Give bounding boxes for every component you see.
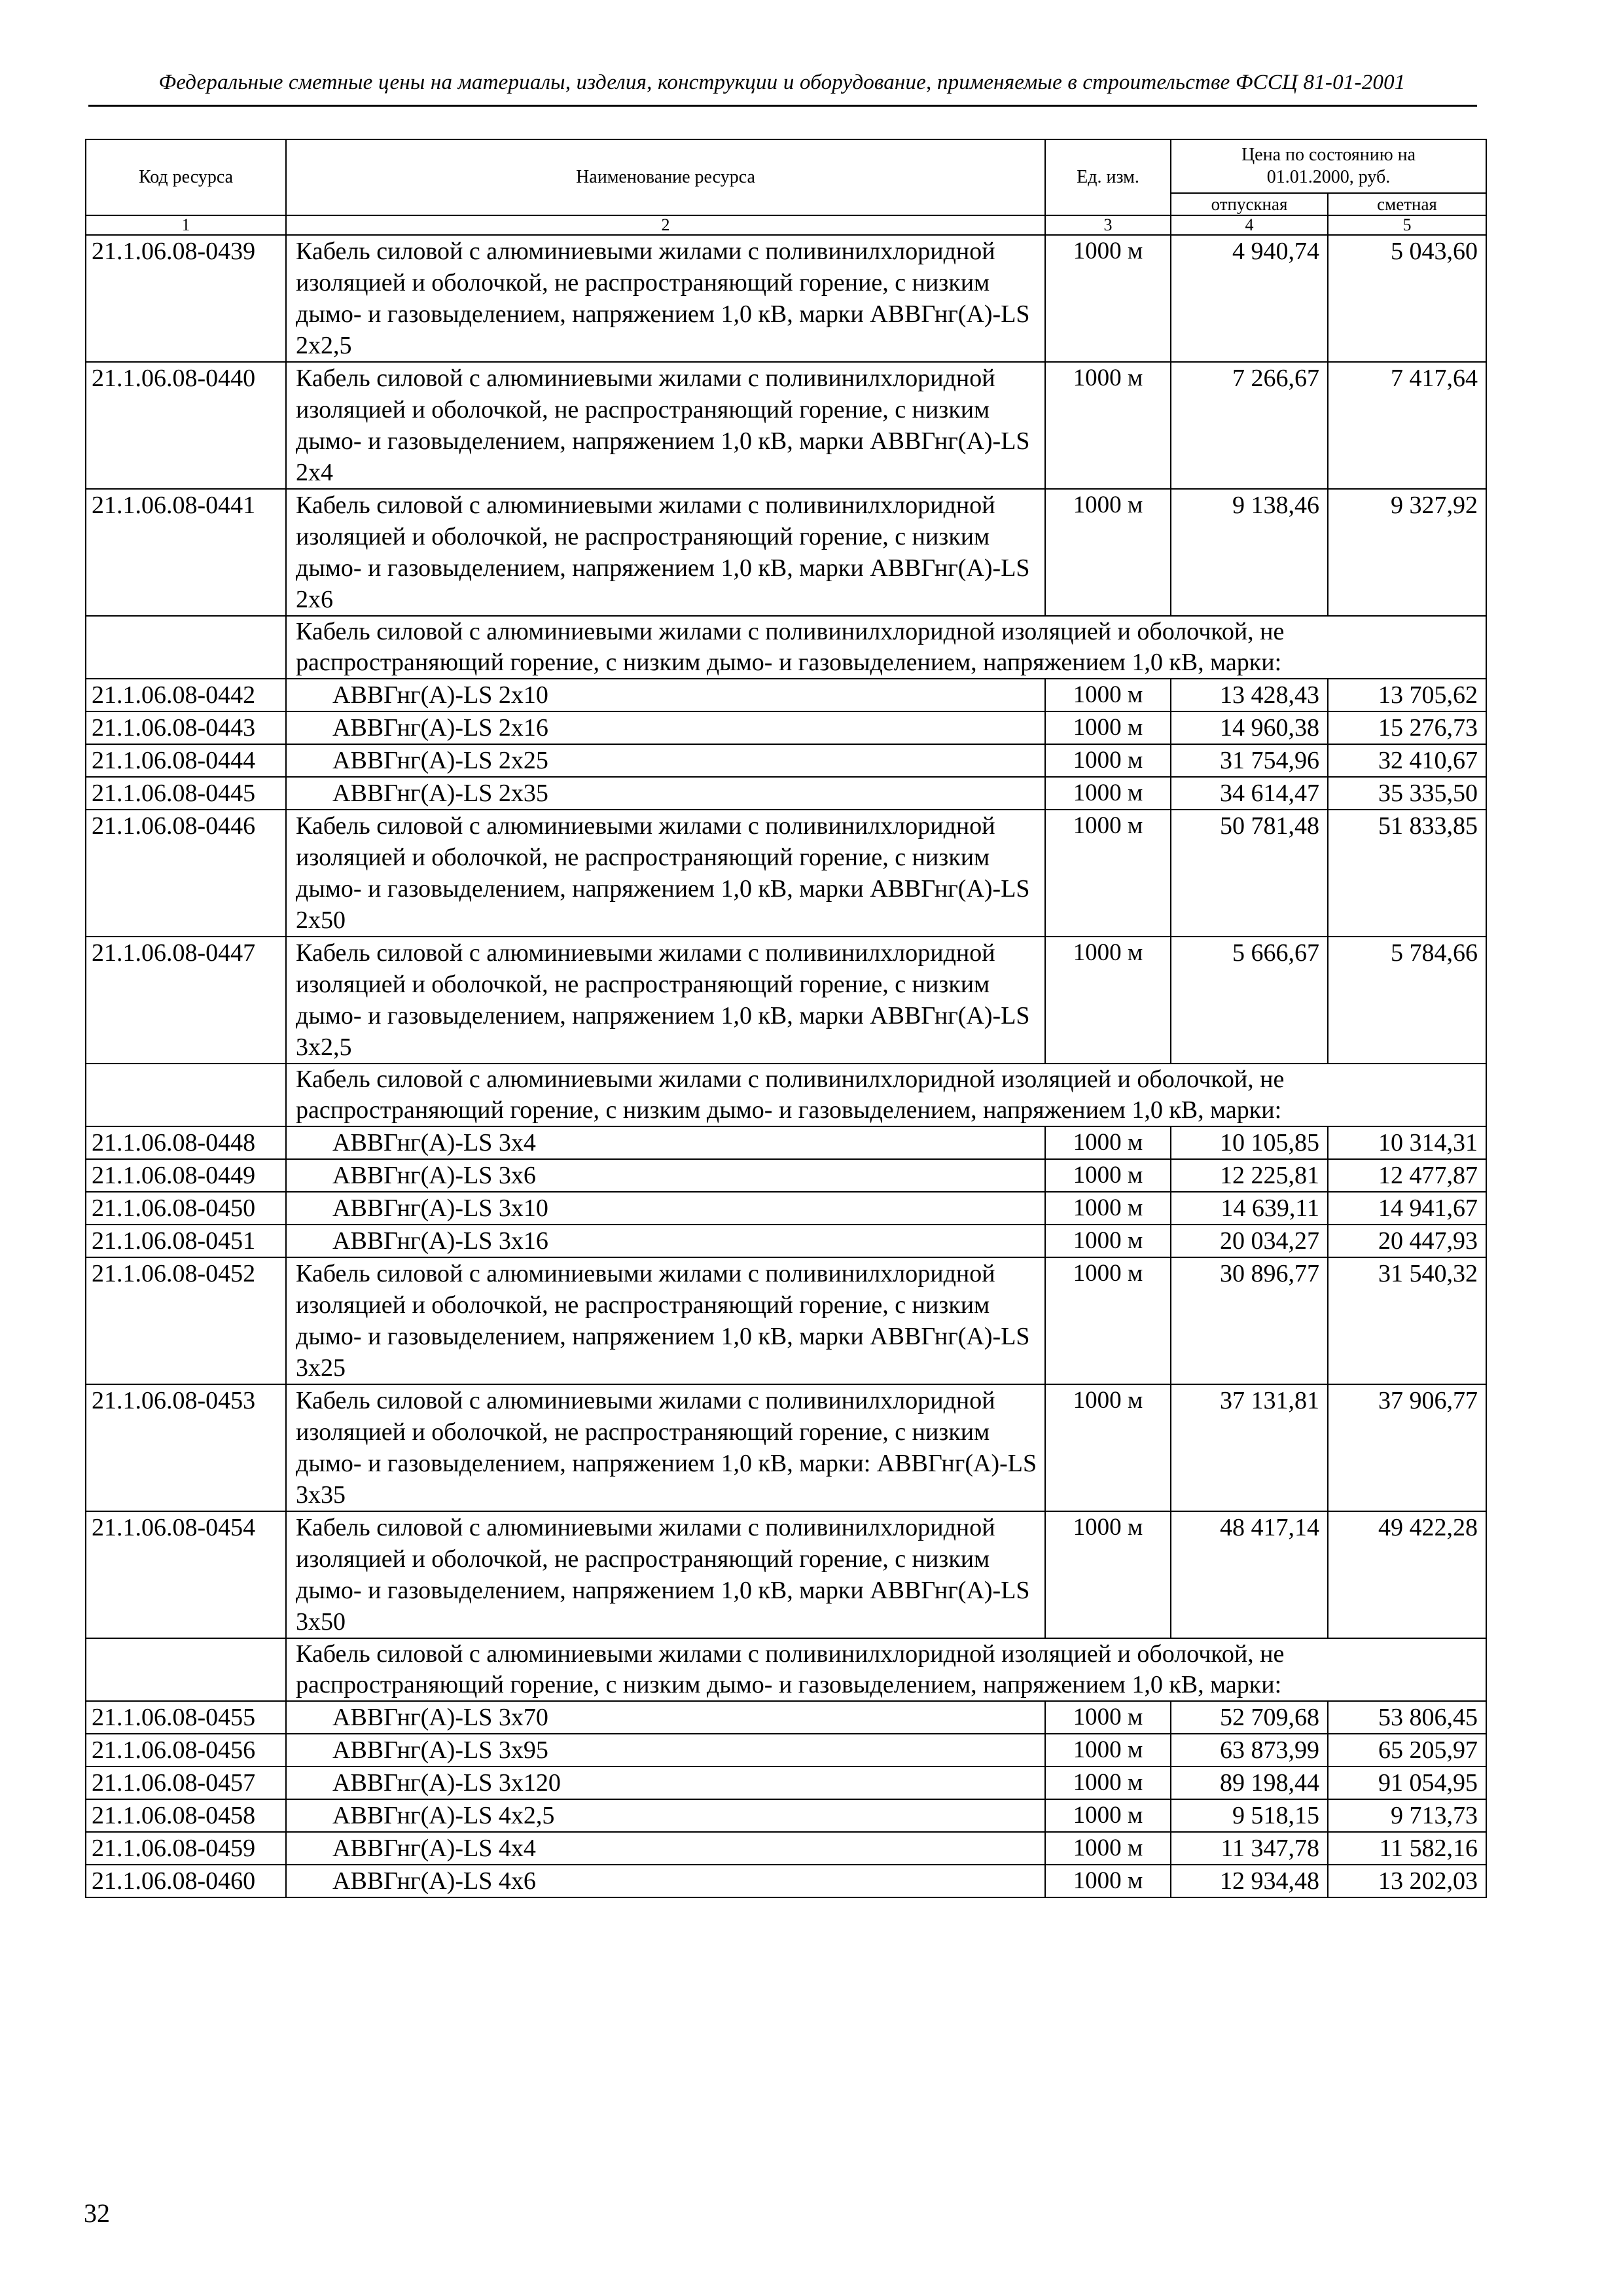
estimate-price: 37 906,77 <box>1328 1384 1486 1511</box>
resource-name: Кабель силовой с алюминиевыми жилами с поливинилхлоридной изоляцией и оболочкой, не распространяющий горение, с низким дымо- и газовыделением, напряжением 1,0 кВ, марки АВВГнг(А)-LS 2х6 <box>286 489 1045 616</box>
estimate-price: 12 477,87 <box>1328 1159 1486 1192</box>
estimate-price: 9 713,73 <box>1328 1799 1486 1832</box>
unit-of-measure: 1000 м <box>1045 1126 1171 1159</box>
resource-code: 21.1.06.08-0448 <box>86 1126 286 1159</box>
estimate-price: 20 447,93 <box>1328 1225 1486 1257</box>
table-row <box>86 235 1486 362</box>
resource-name: Кабель силовой с алюминиевыми жилами с поливинилхлоридной изоляцией и оболочкой, не распространяющий горение, с низким дымо- и газовыделением, напряжением 1,0 кВ, марки АВВГнг(А)-LS 3х2,5 <box>286 937 1045 1064</box>
unit-of-measure: 1000 м <box>1045 489 1171 616</box>
estimate-price: 11 582,16 <box>1328 1832 1486 1865</box>
resource-code: 21.1.06.08-0456 <box>86 1734 286 1767</box>
table-row <box>86 489 1486 616</box>
release-price: 14 639,11 <box>1171 1192 1328 1225</box>
unit-of-measure: 1000 м <box>1045 1257 1171 1384</box>
estimate-price: 9 327,92 <box>1328 489 1486 616</box>
resource-code: 21.1.06.08-0449 <box>86 1159 286 1192</box>
table-body <box>86 235 1486 1897</box>
resource-code: 21.1.06.08-0460 <box>86 1865 286 1897</box>
resource-name: АВВГнг(А)-LS 2х16 <box>286 711 1045 744</box>
resource-name: АВВГнг(А)-LS 4х4 <box>286 1832 1045 1865</box>
table-row <box>86 679 1486 711</box>
page-number: 32 <box>84 2198 110 2228</box>
unit-of-measure: 1000 м <box>1045 744 1171 777</box>
release-price: 52 709,68 <box>1171 1701 1328 1734</box>
release-price: 14 960,38 <box>1171 711 1328 744</box>
col-header-name: Наименование ресурса <box>286 139 1045 215</box>
table-row <box>86 1192 1486 1225</box>
estimate-price: 5 043,60 <box>1328 235 1486 362</box>
unit-of-measure: 1000 м <box>1045 1225 1171 1257</box>
unit-of-measure: 1000 м <box>1045 937 1171 1064</box>
resource-code: 21.1.06.08-0447 <box>86 937 286 1064</box>
estimate-price: 13 705,62 <box>1328 679 1486 711</box>
unit-of-measure: 1000 м <box>1045 1865 1171 1897</box>
estimate-price: 35 335,50 <box>1328 777 1486 810</box>
estimate-price: 13 202,03 <box>1328 1865 1486 1897</box>
resource-code: 21.1.06.08-0445 <box>86 777 286 810</box>
group-heading: Кабель силовой с алюминиевыми жилами с поливинилхлоридной изоляцией и оболочкой, не распространяющий горение, с низким дымо- и газовыделением, напряжением 1,0 кВ, марки: <box>286 1064 1486 1126</box>
col-number: 1 <box>86 215 286 235</box>
release-price: 7 266,67 <box>1171 362 1328 489</box>
col-header-release-price: отпускная <box>1171 193 1328 215</box>
price-table <box>85 139 1487 1898</box>
col-header-code: Код ресурса <box>86 139 286 215</box>
group-heading-row <box>86 1064 1486 1126</box>
release-price: 34 614,47 <box>1171 777 1328 810</box>
release-price: 63 873,99 <box>1171 1734 1328 1767</box>
col-number: 2 <box>286 215 1045 235</box>
table-row <box>86 1159 1486 1192</box>
table-row <box>86 1832 1486 1865</box>
release-price: 4 940,74 <box>1171 235 1328 362</box>
unit-of-measure: 1000 м <box>1045 235 1171 362</box>
resource-name: Кабель силовой с алюминиевыми жилами с поливинилхлоридной изоляцией и оболочкой, не распространяющий горение, с низким дымо- и газовыделением, напряжением 1,0 кВ, марки АВВГнг(А)-LS 3х25 <box>286 1257 1045 1384</box>
unit-of-measure: 1000 м <box>1045 1384 1171 1511</box>
release-price: 48 417,14 <box>1171 1511 1328 1638</box>
estimate-price: 32 410,67 <box>1328 744 1486 777</box>
resource-name: Кабель силовой с алюминиевыми жилами с поливинилхлоридной изоляцией и оболочкой, не распространяющий горение, с низким дымо- и газовыделением, напряжением 1,0 кВ, марки АВВГнг(А)-LS 2х4 <box>286 362 1045 489</box>
unit-of-measure: 1000 м <box>1045 1799 1171 1832</box>
release-price: 20 034,27 <box>1171 1225 1328 1257</box>
resource-code: 21.1.06.08-0452 <box>86 1257 286 1384</box>
table-row <box>86 744 1486 777</box>
resource-code: 21.1.06.08-0455 <box>86 1701 286 1734</box>
resource-code: 21.1.06.08-0458 <box>86 1799 286 1832</box>
resource-name: Кабель силовой с алюминиевыми жилами с поливинилхлоридной изоляцией и оболочкой, не распространяющий горение, с низким дымо- и газовыделением, напряжением 1,0 кВ, марки: АВВГнг(А)-LS 3х35 <box>286 1384 1045 1511</box>
resource-name: Кабель силовой с алюминиевыми жилами с поливинилхлоридной изоляцией и оболочкой, не распространяющий горение, с низким дымо- и газовыделением, напряжением 1,0 кВ, марки АВВГнг(А)-LS 2х2,5 <box>286 235 1045 362</box>
empty-code-cell <box>86 1064 286 1126</box>
resource-code: 21.1.06.08-0446 <box>86 810 286 937</box>
unit-of-measure: 1000 м <box>1045 1734 1171 1767</box>
unit-of-measure: 1000 м <box>1045 679 1171 711</box>
estimate-price: 15 276,73 <box>1328 711 1486 744</box>
table-row <box>86 1225 1486 1257</box>
table-row <box>86 1767 1486 1799</box>
col-number: 5 <box>1328 215 1486 235</box>
resource-code: 21.1.06.08-0442 <box>86 679 286 711</box>
estimate-price: 53 806,45 <box>1328 1701 1486 1734</box>
release-price: 10 105,85 <box>1171 1126 1328 1159</box>
header-rule <box>88 105 1477 107</box>
resource-name: АВВГнг(А)-LS 2х25 <box>286 744 1045 777</box>
empty-code-cell <box>86 1638 286 1701</box>
release-price: 12 934,48 <box>1171 1865 1328 1897</box>
col-header-price: Цена по состоянию на 01.01.2000, руб. <box>1171 139 1486 193</box>
release-price: 50 781,48 <box>1171 810 1328 937</box>
table-row <box>86 1126 1486 1159</box>
release-price: 30 896,77 <box>1171 1257 1328 1384</box>
resource-name: АВВГнг(А)-LS 2х10 <box>286 679 1045 711</box>
resource-code: 21.1.06.08-0453 <box>86 1384 286 1511</box>
resource-code: 21.1.06.08-0443 <box>86 711 286 744</box>
resource-code: 21.1.06.08-0451 <box>86 1225 286 1257</box>
estimate-price: 31 540,32 <box>1328 1257 1486 1384</box>
table-row <box>86 937 1486 1064</box>
resource-code: 21.1.06.08-0454 <box>86 1511 286 1638</box>
resource-code: 21.1.06.08-0439 <box>86 235 286 362</box>
unit-of-measure: 1000 м <box>1045 1832 1171 1865</box>
col-header-unit: Ед. изм. <box>1045 139 1171 215</box>
unit-of-measure: 1000 м <box>1045 1511 1171 1638</box>
table-row <box>86 1257 1486 1384</box>
unit-of-measure: 1000 м <box>1045 810 1171 937</box>
group-heading-row <box>86 616 1486 679</box>
resource-name: АВВГнг(А)-LS 4х2,5 <box>286 1799 1045 1832</box>
release-price: 89 198,44 <box>1171 1767 1328 1799</box>
col-header-estimate-price: сметная <box>1328 193 1486 215</box>
resource-name: Кабель силовой с алюминиевыми жилами с поливинилхлоридной изоляцией и оболочкой, не распространяющий горение, с низким дымо- и газовыделением, напряжением 1,0 кВ, марки АВВГнг(А)-LS 3х50 <box>286 1511 1045 1638</box>
resource-name: АВВГнг(А)-LS 3х120 <box>286 1767 1045 1799</box>
resource-code: 21.1.06.08-0444 <box>86 744 286 777</box>
resource-code: 21.1.06.08-0440 <box>86 362 286 489</box>
resource-code: 21.1.06.08-0450 <box>86 1192 286 1225</box>
estimate-price: 51 833,85 <box>1328 810 1486 937</box>
resource-name: АВВГнг(А)-LS 3х16 <box>286 1225 1045 1257</box>
resource-name: АВВГнг(А)-LS 2х35 <box>286 777 1045 810</box>
unit-of-measure: 1000 м <box>1045 711 1171 744</box>
group-heading-row <box>86 1638 1486 1701</box>
release-price: 9 518,15 <box>1171 1799 1328 1832</box>
unit-of-measure: 1000 м <box>1045 777 1171 810</box>
unit-of-measure: 1000 м <box>1045 1767 1171 1799</box>
release-price: 11 347,78 <box>1171 1832 1328 1865</box>
group-heading: Кабель силовой с алюминиевыми жилами с поливинилхлоридной изоляцией и оболочкой, не распространяющий горение, с низким дымо- и газовыделением, напряжением 1,0 кВ, марки: <box>286 616 1486 679</box>
estimate-price: 14 941,67 <box>1328 1192 1486 1225</box>
estimate-price: 49 422,28 <box>1328 1511 1486 1638</box>
col-number: 4 <box>1171 215 1328 235</box>
estimate-price: 10 314,31 <box>1328 1126 1486 1159</box>
resource-name: АВВГнг(А)-LS 3х70 <box>286 1701 1045 1734</box>
estimate-price: 91 054,95 <box>1328 1767 1486 1799</box>
table-row <box>86 362 1486 489</box>
table-row <box>86 1799 1486 1832</box>
table-row <box>86 1734 1486 1767</box>
table-row <box>86 1701 1486 1734</box>
unit-of-measure: 1000 м <box>1045 362 1171 489</box>
resource-name: АВВГнг(А)-LS 4х6 <box>286 1865 1045 1897</box>
resource-name: АВВГнг(А)-LS 3х95 <box>286 1734 1045 1767</box>
table-row <box>86 1511 1486 1638</box>
table-row <box>86 810 1486 937</box>
resource-name: АВВГнг(А)-LS 3х10 <box>286 1192 1045 1225</box>
table-row <box>86 1384 1486 1511</box>
release-price: 12 225,81 <box>1171 1159 1328 1192</box>
resource-code: 21.1.06.08-0459 <box>86 1832 286 1865</box>
running-header: Федеральные сметные цены на материалы, изделия, конструкции и оборудование, применяемые в строительстве ФССЦ 81-01-2001 <box>158 71 1406 94</box>
unit-of-measure: 1000 м <box>1045 1192 1171 1225</box>
unit-of-measure: 1000 м <box>1045 1701 1171 1734</box>
release-price: 31 754,96 <box>1171 744 1328 777</box>
table-row <box>86 1865 1486 1897</box>
resource-name: Кабель силовой с алюминиевыми жилами с поливинилхлоридной изоляцией и оболочкой, не распространяющий горение, с низким дымо- и газовыделением, напряжением 1,0 кВ, марки АВВГнг(А)-LS 2х50 <box>286 810 1045 937</box>
release-price: 13 428,43 <box>1171 679 1328 711</box>
estimate-price: 7 417,64 <box>1328 362 1486 489</box>
group-heading: Кабель силовой с алюминиевыми жилами с поливинилхлоридной изоляцией и оболочкой, не распространяющий горение, с низким дымо- и газовыделением, напряжением 1,0 кВ, марки: <box>286 1638 1486 1701</box>
table-row <box>86 777 1486 810</box>
estimate-price: 65 205,97 <box>1328 1734 1486 1767</box>
release-price: 37 131,81 <box>1171 1384 1328 1511</box>
resource-code: 21.1.06.08-0457 <box>86 1767 286 1799</box>
resource-name: АВВГнг(А)-LS 3х4 <box>286 1126 1045 1159</box>
unit-of-measure: 1000 м <box>1045 1159 1171 1192</box>
table-row <box>86 711 1486 744</box>
resource-code: 21.1.06.08-0441 <box>86 489 286 616</box>
release-price: 9 138,46 <box>1171 489 1328 616</box>
resource-name: АВВГнг(А)-LS 3х6 <box>286 1159 1045 1192</box>
estimate-price: 5 784,66 <box>1328 937 1486 1064</box>
col-number: 3 <box>1045 215 1171 235</box>
release-price: 5 666,67 <box>1171 937 1328 1064</box>
empty-code-cell <box>86 616 286 679</box>
